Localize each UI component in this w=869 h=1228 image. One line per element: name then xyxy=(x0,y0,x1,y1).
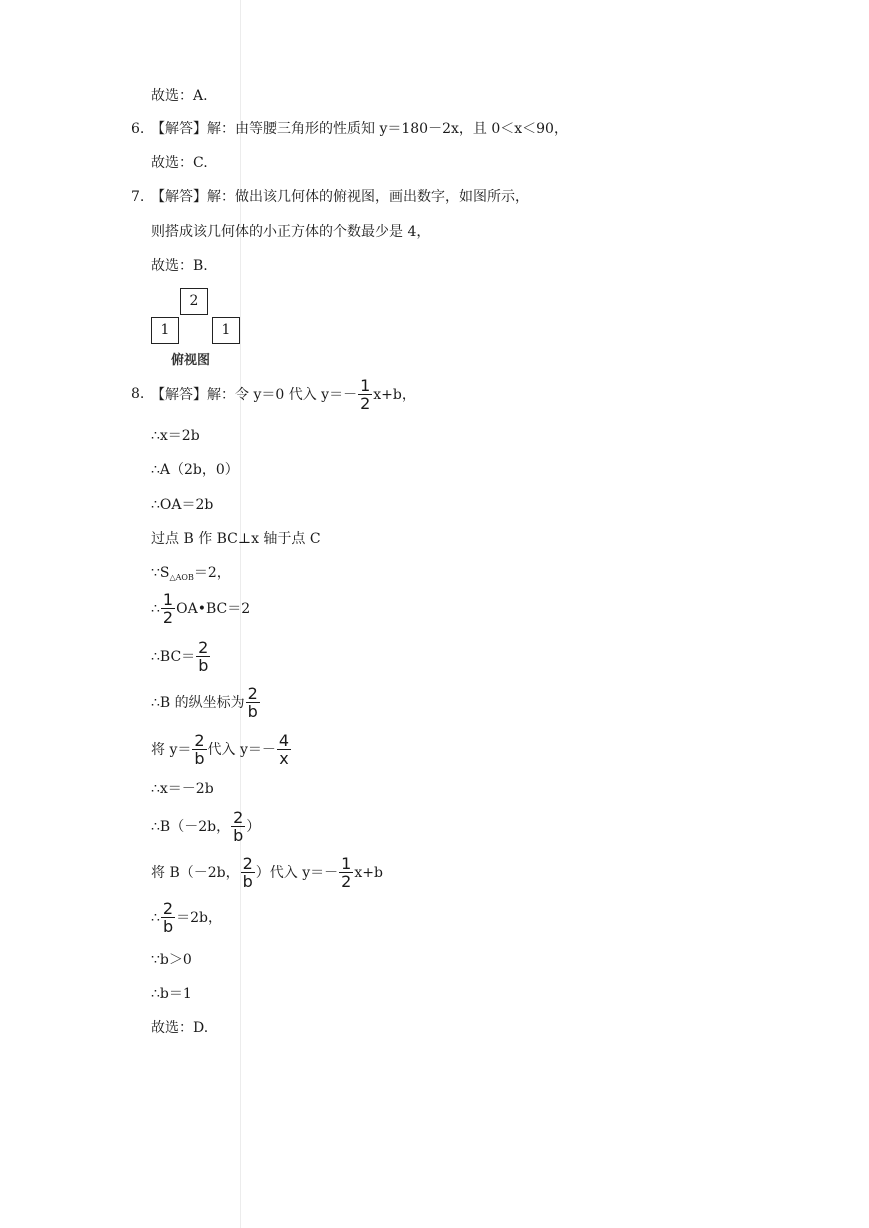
answer-line: ∵b＞0 xyxy=(151,952,192,968)
answer-line: ∴ $\frac{1}{2}$ OA•BC＝2 xyxy=(151,590,251,627)
fraction-two-over-b: $\frac{2}{b}$ xyxy=(194,731,205,768)
answer-line: 故选：D. xyxy=(151,1020,209,1036)
question-number: 6. xyxy=(131,121,145,137)
fraction-one-half: $\frac{1}{2}$ xyxy=(341,854,352,891)
answer-line: ∴OA＝2b xyxy=(151,497,214,513)
answer-line: ∴x＝2b xyxy=(151,428,200,444)
question-number: 7. xyxy=(131,189,145,205)
answer-line: 【解答】解：令 y＝0 代入 y＝－ $\frac{1}{2}$ x+b， xyxy=(151,376,416,413)
answer-line: 则搭成该几何体的小正方体的个数最少是 4， xyxy=(151,224,431,240)
answer-line: 将 y＝ $\frac{2}{b}$ 代入 y＝－ $\frac{4}{x}$ xyxy=(151,731,290,768)
fraction-two-over-b: $\frac{2}{b}$ xyxy=(162,899,174,936)
top-view-cell: 1 xyxy=(212,317,240,344)
answer-line: 故选：B. xyxy=(151,258,208,274)
top-view-cell: 1 xyxy=(151,317,179,344)
answer-line: ∴B（－2b， $\frac{2}{b}$ ） xyxy=(151,808,261,845)
fraction-two-over-b: $\frac{2}{b}$ xyxy=(198,638,209,675)
answer-line: ∴A（2b，0） xyxy=(151,462,239,478)
answer-line: ∴BC＝ $\frac{2}{b}$ xyxy=(151,638,209,675)
answer-line: 故选：A. xyxy=(151,88,208,104)
answer-line: 过点 B 作 BC⊥x 轴于点 C xyxy=(151,531,321,547)
top-view-cell: 2 xyxy=(180,288,208,315)
answer-line: ∴x＝－2b xyxy=(151,781,214,797)
fraction-two-over-b: $\frac{2}{b}$ xyxy=(233,808,244,845)
fraction-two-over-b: $\frac{2}{b}$ xyxy=(242,854,253,891)
answer-line: ∴ $\frac{2}{b}$ ＝2b， xyxy=(151,899,222,936)
answer-line: $\because S_{\triangle AOB}=2$， xyxy=(151,565,231,582)
answer-line: 【解答】解：由等腰三角形的性质知 y＝180－2x，且 0＜x＜90， xyxy=(151,121,568,137)
answer-line: 【解答】解：做出该几何体的俯视图，画出数字，如图所示， xyxy=(151,189,529,205)
fraction-one-half: $\frac{1}{2}$ xyxy=(162,590,174,627)
answer-line: ∴B 的纵坐标为 $\frac{2}{b}$ xyxy=(151,684,258,721)
answer-line: 将 B（－2b， $\frac{2}{b}$ ）代入 y＝－ $\frac{1}{2}$ x+b xyxy=(151,854,383,891)
figure-caption: 俯视图 xyxy=(171,353,211,368)
answer-line: 故选：C. xyxy=(151,155,208,171)
answer-line: ∴b＝1 xyxy=(151,986,192,1002)
fraction-four-over-x: $\frac{4}{x}$ xyxy=(278,731,290,768)
fraction-two-over-b: $\frac{2}{b}$ xyxy=(247,684,258,721)
question-number: 8. xyxy=(131,386,145,402)
fraction-one-half: $\frac{1}{2}$ xyxy=(360,376,371,413)
